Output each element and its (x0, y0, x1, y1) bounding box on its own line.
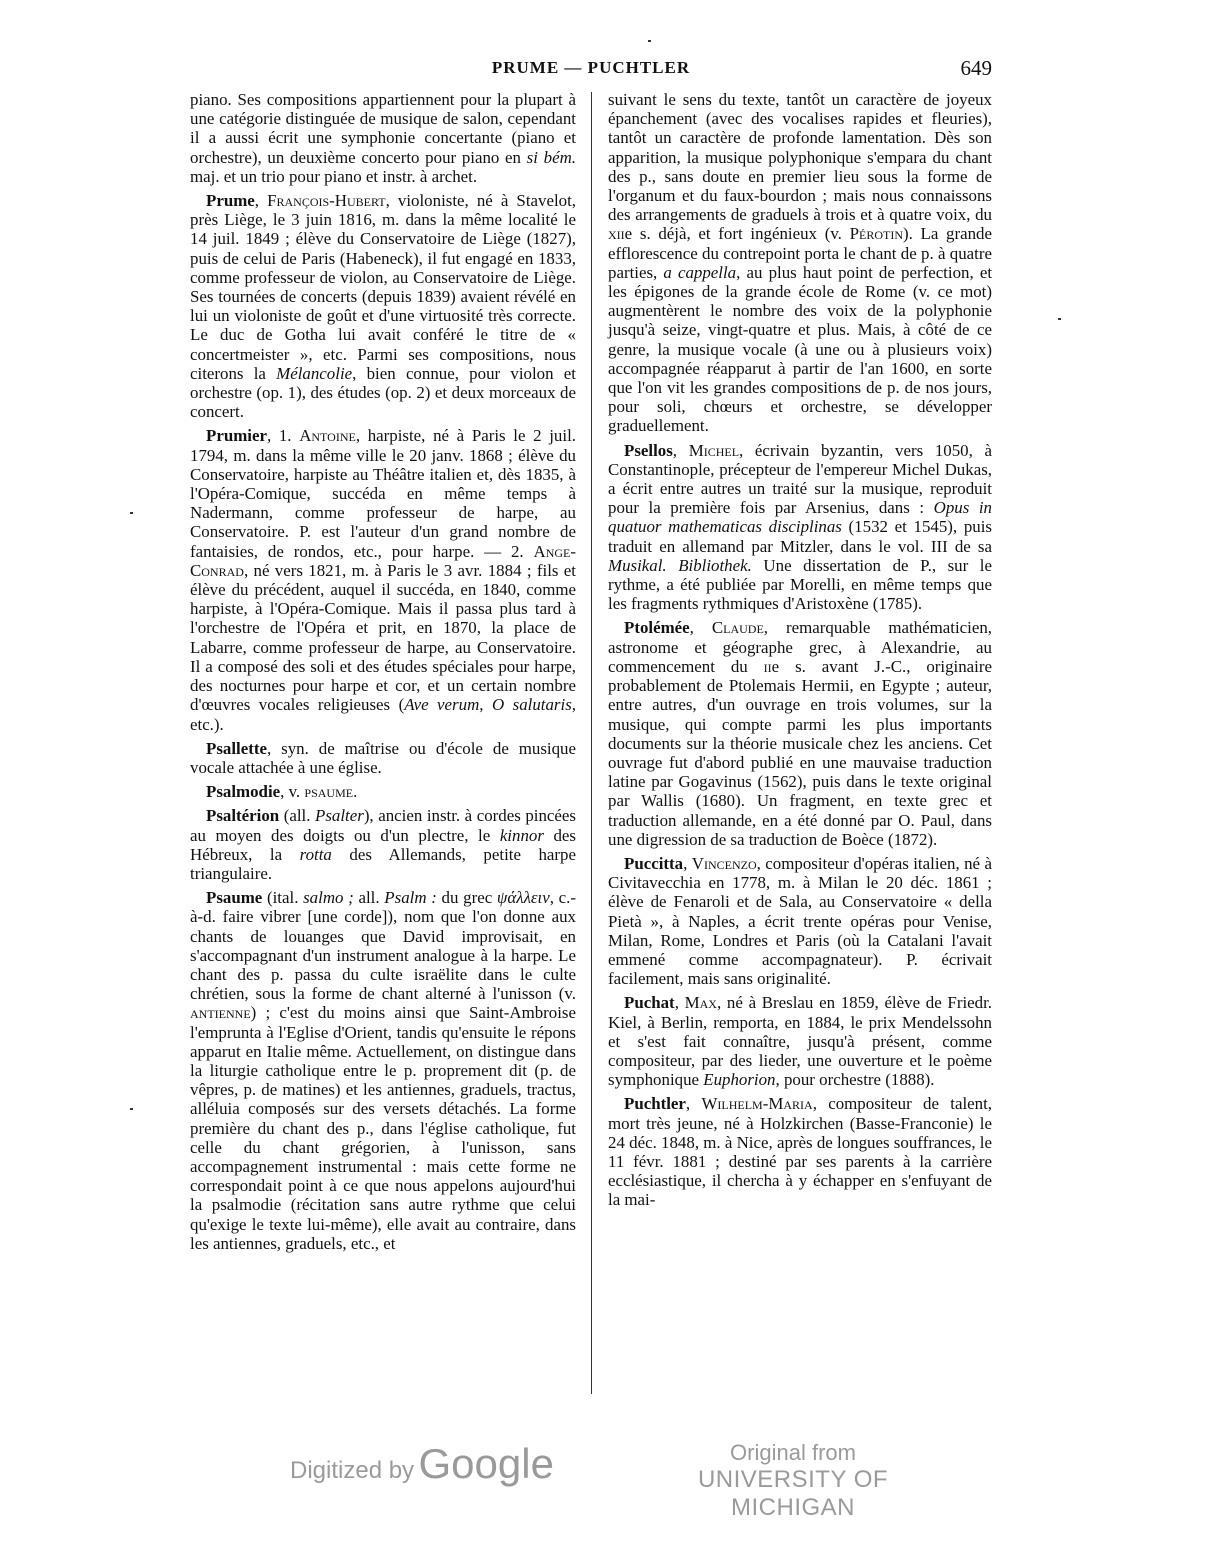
page-header (190, 56, 992, 82)
entry-puchtler: Puchtler, Wilhelm-Maria, compositeur de talent, mort très jeune, né à Holzkirchen (Basse-Franconie) le 24 déc. 1848, m. à Nice, après de longues souffrances, le 11 févr. 1881 ; destiné par ses parents à la carrière ecclésiastique, il chercha à y échapper en s'enfuyant de la mai- (608, 1094, 992, 1210)
scan-speck (130, 512, 133, 514)
column-divider (591, 92, 592, 1394)
original-from-watermark (668, 1440, 918, 1522)
headword: Ptolémée (624, 618, 690, 638)
entry-prume: Prume, François-Hubert, violoniste, né à Stavelot, près Liège, le 3 juin 1816, m. dans la même localité le 14 juil. 1849 ; élève du Conservatoire de Liège (1827), puis de celui de Paris (Habeneck), il fut engagé en 1833, comme professeur de violon, au Conservatoire de Liège. Ses tournées de concerts (depuis 1839) avaient révélé en lui un violoniste de goût et d'une virtuosité très correcte. Le duc de Gotha lui avait conféré le titre de « concertmeister », etc. Parmi ses compositions, nous citerons la Mélancolie, bien connue, pour violon et orchestre (op. 1), des études (op. 2) et deux morceaux de concert. (190, 191, 576, 422)
institution-label: UNIVERSITY OF MICHIGAN (697, 1466, 889, 1521)
scan-speck (1058, 318, 1061, 320)
entry-continuation: piano. Ses compositions appartiennent pour la plupart à une catégorie distinguée de musique de salon, cependant il a aussi écrit une symphonie concertante (piano et orchestre), un deuxième concerto pour piano en si bém. maj. et un trio pour piano et instr. à archet. (190, 90, 576, 186)
digitized-by-label: Digitized by (290, 1457, 415, 1484)
scan-speck (130, 1108, 133, 1110)
headword: Psalmodie (206, 782, 281, 802)
headword: Puchtler (624, 1094, 686, 1114)
scan-speck (648, 40, 651, 42)
headword: Puccitta (624, 853, 684, 873)
entry-prumier: Prumier, 1. Antoine, harpiste, né à Paris le 2 juil. 1794, m. dans la même ville le 20 janv. 1868 ; élève du Conservatoire, harpiste au Théâtre italien et, dès 1835, à l'Opéra-Comique, succéda en même temps à Nadermann, comme professeur de harpe, au Conservatoire. P. est l'auteur d'un grand nombre de fantaisies, de rondos, etc., pour harpe. — 2. Ange-Conrad, né vers 1821, m. à Paris le 3 avr. 1884 ; fils et élève du précédent, auquel il succéda, en 1840, comme harpiste, à l'Opéra-Comique. Mais il passa plus tard à l'orchestre de l'Opéra et prit, en 1870, la place de Labarre, comme professeur de harpe, au Conservatoire. Il a composé des soli et des études spéciales pour harpe, des nocturnes pour harpe et cor, et un certain nombre d'œuvres vocales religieuses (Ave verum, O salutaris, etc.). (190, 426, 576, 734)
entry-ptolemee: Ptolémée, Claude, remarquable mathématicien, astronome et géographe grec, à Alexandrie, au commencement du iie s. avant J.-C., originaire probablement de Ptolemais Hermii, en Egypte ; auteur, entre autres, d'un ouvrage en trois volumes, sur la musique, qui compte parmi les plus importants documents sur la théorie musicale chez les anciens. Cet ouvrage fut d'abord publié en une mauvaise traduction latine par Gogavinus (1562), puis dans le texte original par Wallis (1680). Un fragment, en texte grec et traduction allemande, en a été donné par O. Paul, dans une digression de sa traduction de Boèce (1872). (608, 618, 993, 849)
headword: Psaume (206, 888, 263, 908)
original-from-label: Original from (730, 1440, 856, 1465)
entry-psalterion: Psaltérion (all. Psalter), ancien instr. à cordes pincées au moyen des doigts ou d'un plectre, le kinnor des Hébreux, la rotta des Allemands, petite harpe triangulaire. (190, 806, 576, 883)
entry-psaume-continued: suivant le sens du texte, tantôt un caractère de joyeux épanchement (avec des vocalises rapides et fleuries), tantôt un caractère de profonde lamentation. Dès son apparition, la musique polyphonique s'empara du chant des p., sans doute en premier lieu sous la forme de l'organum et du faux-bourdon ; mais nous connaissons des arrangements de graduels à trois et à quatre voix, du xiie s. déjà, et fort ingénieux (v. Pérotin). La grande efflorescence du contrepoint porta le chant de p. à quatre parties, a cappella, au plus haut point de perfection, et les épigones de la grande école de Rome (v. ce mot) augmentèrent le nombre des voix de la polyphonie jusqu'à seize, vingt-quatre et plus. Mais, à côté de ce genre, la musique vocale (à une ou à plusieurs voix) accompagnée réapparut à partir de l'an 1600, en sorte que l'on vit les grandes compositions de p. de nos jours, pour soli, chœurs et orchestre, se développer graduellement. (608, 90, 993, 436)
headword: Psaltérion (206, 806, 280, 826)
left-column (190, 90, 576, 1258)
entry-puccitta: Puccitta, Vincenzo, compositeur d'opéras italien, né à Civitavecchia en 1778, m. à Milan le 20 déc. 1861 ; élève de Fenaroli et de Sala, au Conservatoire « della Pietà », à Naples, a écrit trente opéras pour Venise, Milan, Rome, Londres et Paris (où la Catalani l'avait emmené comme accompagnateur). P. écrivait facilement, mais sans originalité. (608, 853, 992, 989)
headword: Prume (206, 191, 255, 211)
right-column (608, 90, 992, 1215)
headword: Puchat (624, 993, 675, 1013)
headword: Psallette (206, 738, 267, 758)
entry-puchat: Puchat, Max, né à Breslau en 1859, élève de Friedr. Kiel, à Berlin, remporta, en 1884, le prix Mendelssohn et s'est fait connaître, jusqu'à présent, comme compositeur, par des lieder, une ouverture et le poème symphonique Euphorion, pour orchestre (1888). (608, 993, 992, 1090)
headword: Prumier (206, 426, 267, 446)
entry-psalmodie: Psalmodie, v. psaume. (206, 782, 358, 802)
entry-psallette: Psallette, syn. de maîtrise ou d'école de musique vocale attachée à une église. (190, 738, 576, 777)
headword: Psellos (624, 440, 673, 460)
entry-psaume: Psaume (ital. salmo ; all. Psalm : du grec ψάλλειν, c.-à-d. faire vibrer [une corde]), nom que l'on donne aux chants de louanges que David improvisait, en s'accompagnant d'un instrument analogue à la harpe. Le chant des p. passa du culte israëlite dans le culte chrétien, sous la forme de chant alterné à l'unisson (v. antienne) ; c'est du moins ainsi que Saint-Ambroise l'emprunta à l'Eglise d'Orient, tandis qu'ensuite le répons apparut en Italie même. Actuellement, on distingue dans la liturgie catholique entre le p. proprement dit (p. de vêpres, p. de matines) et les antiennes, graduels, tractus, alléluia composés sur des versets détachés. La forme première du chant des p., dans l'église catholique, fut celle du chant grégorien, à l'unisson, sans accompagnement instrumental : mais cette forme ne correspondait point à ce que nous appelons aujourd'hui la psalmodie (récitation sans autre rythme que celui qu'exige le texte lui-même), elle avait au contraire, dans les antiennes, graduels, etc., et (190, 888, 576, 1253)
running-head: PRUME — PUCHTLER (491, 58, 691, 77)
digitized-by-watermark (290, 1440, 554, 1488)
google-logo-text: Google (418, 1440, 554, 1487)
page-number: 649 (960, 56, 992, 80)
entry-psellos: Psellos, Michel, écrivain byzantin, vers 1050, à Constantinople, précepteur de l'empereur Michel Dukas, a écrit entre autres un traité sur la musique, reproduit pour la première fois par Arsenius, dans : Opus in quatuor mathematicas disciplinas (1532 et 1545), puis traduit en allemand par Mitzler, dans le vol. III de sa Musikal. Bibliothek. Une dissertation de P., sur le rythme, a été publiée par Morelli, en même temps que les fragments rythmiques d'Aristoxène (1785). (608, 440, 992, 614)
